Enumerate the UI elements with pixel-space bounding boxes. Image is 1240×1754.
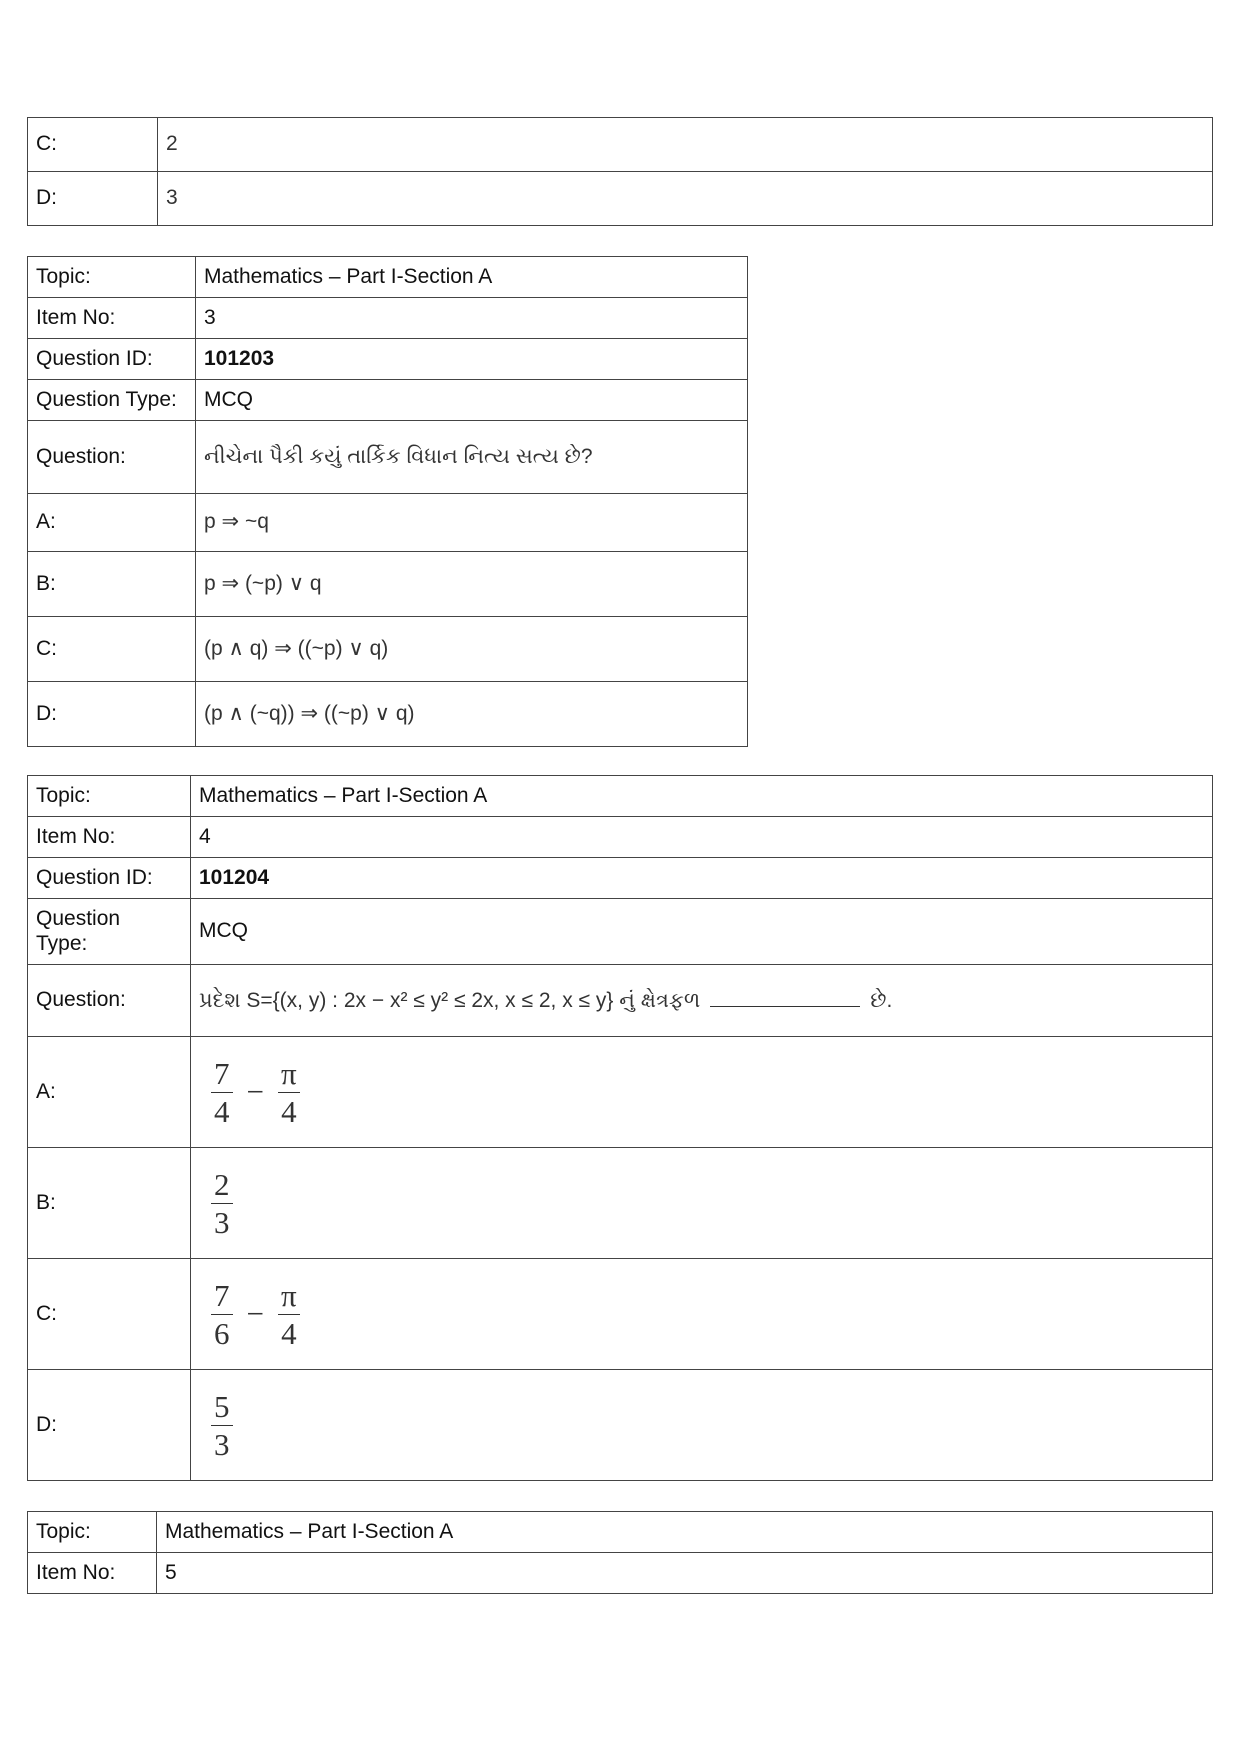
option-value: p ⇒ ~q — [196, 494, 748, 552]
option-value — [191, 1370, 1213, 1481]
answer-blank — [710, 988, 860, 1007]
numerator: 5 — [211, 1391, 233, 1426]
item-number-row — [28, 1553, 1213, 1594]
numerator: 7 — [211, 1058, 233, 1093]
option-row-d — [28, 1370, 1213, 1481]
option-row-a — [28, 494, 748, 552]
option-label: C: — [28, 1259, 191, 1370]
item-number-label: Item No: — [28, 1553, 157, 1594]
option-value — [191, 1148, 1213, 1259]
option-value — [191, 1259, 1213, 1370]
question-text: નીચેના પૈકી કયું તાર્કિક વિધાન નિત્ય સત્ય છે? — [196, 421, 748, 494]
question-row — [28, 965, 1213, 1037]
option-label: C: — [28, 118, 158, 172]
option-label: D: — [28, 172, 158, 226]
topic-value: Mathematics – Part I-Section A — [157, 1512, 1213, 1553]
option-row-b — [28, 552, 748, 617]
fraction — [211, 1166, 233, 1240]
option-value — [191, 1037, 1213, 1148]
question-type-value: MCQ — [191, 899, 1213, 965]
option-label: B: — [28, 1148, 191, 1259]
option-label: C: — [28, 617, 196, 682]
option-value: 2 — [158, 118, 1213, 172]
fraction — [211, 1055, 233, 1129]
option-value: (p ∧ (~q)) ⇒ ((~p) ∨ q) — [196, 682, 748, 747]
topic-row — [28, 776, 1213, 817]
option-row-d — [28, 172, 1213, 226]
numerator: 7 — [211, 1280, 233, 1315]
option-label: D: — [28, 1370, 191, 1481]
question-text-end: છે. — [870, 988, 893, 1012]
option-row-c — [28, 118, 1213, 172]
item-number-label: Item No: — [28, 817, 191, 858]
option-row-a — [28, 1037, 1213, 1148]
option-label: A: — [28, 1037, 191, 1148]
numerator: π — [278, 1280, 300, 1315]
previous-item-fragment-table — [27, 117, 1213, 226]
question-table-item-5 — [27, 1511, 1213, 1594]
question-text-main: પ્રદેશ S={(x, y) : 2x − x² ≤ y² ≤ 2x, x ≤ 2, x ≤ y} નું ક્ષેત્રફળ — [199, 988, 701, 1012]
item-number-value: 5 — [157, 1553, 1213, 1594]
item-number-label: Item No: — [28, 298, 196, 339]
fraction — [278, 1055, 300, 1129]
topic-value: Mathematics – Part I-Section A — [196, 257, 748, 298]
minus-operator: − — [246, 1296, 264, 1332]
question-table-item-4 — [27, 775, 1213, 1481]
option-label: B: — [28, 552, 196, 617]
denominator: 6 — [214, 1315, 230, 1351]
numerator: π — [278, 1058, 300, 1093]
item-number-value: 3 — [196, 298, 748, 339]
question-type-value: MCQ — [196, 380, 748, 421]
item-number-row — [28, 817, 1213, 858]
topic-value: Mathematics – Part I-Section A — [191, 776, 1213, 817]
question-type-label: Question Type: — [28, 899, 191, 965]
denominator: 4 — [281, 1315, 297, 1351]
option-row-c — [28, 617, 748, 682]
topic-row — [28, 1512, 1213, 1553]
option-row-d — [28, 682, 748, 747]
question-label: Question: — [28, 965, 191, 1037]
question-type-row — [28, 899, 1213, 965]
denominator: 3 — [214, 1426, 230, 1462]
option-label: A: — [28, 494, 196, 552]
denominator: 4 — [281, 1093, 297, 1129]
question-text — [191, 965, 1213, 1037]
topic-row — [28, 257, 748, 298]
minus-operator: − — [246, 1074, 264, 1110]
fraction-expression — [199, 1277, 300, 1351]
fraction-expression — [199, 1055, 300, 1129]
option-value: 3 — [158, 172, 1213, 226]
topic-label: Topic: — [28, 776, 191, 817]
denominator: 4 — [214, 1093, 230, 1129]
question-type-row — [28, 380, 748, 421]
fraction-expression — [199, 1388, 233, 1462]
option-value: p ⇒ (~p) ∨ q — [196, 552, 748, 617]
fraction — [211, 1277, 233, 1351]
question-id-value: 101203 — [196, 339, 748, 380]
question-table-item-3 — [27, 256, 748, 747]
fraction — [278, 1277, 300, 1351]
option-row-b — [28, 1148, 1213, 1259]
question-type-label: Question Type: — [28, 380, 196, 421]
fraction-expression — [199, 1166, 233, 1240]
numerator: 2 — [211, 1169, 233, 1204]
question-id-row — [28, 858, 1213, 899]
topic-label: Topic: — [28, 1512, 157, 1553]
topic-label: Topic: — [28, 257, 196, 298]
fraction — [211, 1388, 233, 1462]
question-row — [28, 421, 748, 494]
option-label: D: — [28, 682, 196, 747]
question-id-value: 101204 — [191, 858, 1213, 899]
denominator: 3 — [214, 1204, 230, 1240]
question-id-row — [28, 339, 748, 380]
option-row-c — [28, 1259, 1213, 1370]
item-number-row — [28, 298, 748, 339]
item-number-value: 4 — [191, 817, 1213, 858]
question-id-label: Question ID: — [28, 339, 196, 380]
option-value: (p ∧ q) ⇒ ((~p) ∨ q) — [196, 617, 748, 682]
question-id-label: Question ID: — [28, 858, 191, 899]
question-label: Question: — [28, 421, 196, 494]
